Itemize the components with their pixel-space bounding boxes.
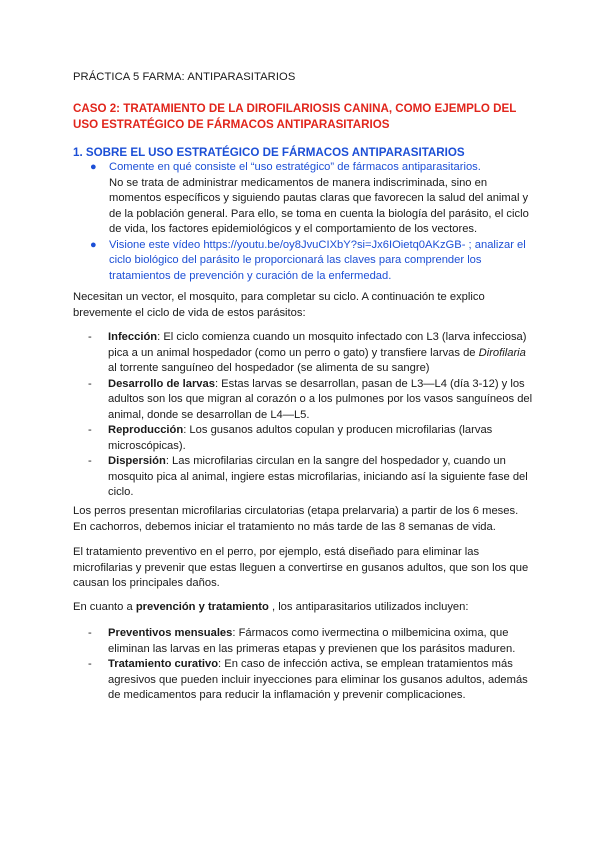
list-item-text: [108, 377, 536, 424]
text-curativo: : En caso de infección activa, se emplean tratamientos más agresivos que pueden incluir inyecciones para eliminar los gusanos adultos, además de medicamentos para reducir la inflamación y prevenir complicaciones.: [108, 658, 528, 701]
text-pre: En cuanto a: [73, 601, 136, 613]
term-infeccion: Infección: [108, 331, 158, 343]
paragraph-prevencion: [73, 600, 533, 616]
text-reproduccion: : Los gusanos adultos copulan y producen microfilarias (larvas microscópicas).: [108, 424, 493, 452]
question-prompt-1: Comente en qué consiste el “uso estratégico” de fármacos antiparasitarios.: [109, 161, 481, 173]
list-item-text: [108, 657, 536, 704]
question-item-1: [90, 160, 535, 238]
list-item-infeccion: [88, 330, 536, 377]
list-item-preventivos: [88, 626, 536, 657]
term-prevencion: prevención y tratamiento: [135, 601, 269, 613]
lifecycle-list: [88, 330, 536, 501]
term-desarrollo: Desarrollo de larvas: [108, 377, 215, 390]
question-prompt-2: Visione este vídeo https://youtu.be/oy8JvuCIXbY?si=Jx6IOietq0AKzGB- ; analizar el ciclo biológico del parásito le proporcionará las claves para comprender los tratamientos de prevención y curación de la enfermedad.: [109, 238, 526, 282]
bullet-icon: ●: [90, 238, 97, 251]
text-preventivos: : Fármacos como ivermectina o milbemicina oxima, que eliminan las larvas en las primeras etapas y previenen que los parásitos maduren.: [108, 627, 516, 655]
term-reproduccion: Reproducción: [108, 424, 184, 436]
question-item-2: [90, 238, 535, 285]
list-item-dispersion: [88, 454, 536, 501]
dash-bullet: -: [88, 658, 92, 670]
question-answer-1: No se trata de administrar medicamentos de manera indiscriminada, sino en momentos específicos y siguiendo pautas claras que favorecen la salud del animal y de la población general. Para ello, se toma en cuenta la biología del parásito, el ciclo de vida, los factores epidemiológicos y el comportamiento de los vectores.: [109, 176, 529, 235]
section-title: 1. SOBRE EL USO ESTRATÉGICO DE FÁRMACOS ANTIPARASITARIOS: [73, 146, 465, 159]
intro-paragraph: Necesitan un vector, el mosquito, para completar su ciclo. A continuación te explico brevemente el ciclo de vida de estos parásitos:: [73, 291, 485, 319]
dash-bullet: -: [88, 424, 92, 436]
list-item-curativo: [88, 657, 536, 704]
text-desarrollo: : Estas larvas se desarrollan, pasan de L3—L4 (día 3-12) y los adultos son los que migran al corazón o a los pulmones por los vasos sanguíneos del animal, donde se desarrollan de L4—L5.: [108, 377, 533, 421]
term-preventivos: Preventivos mensuales: [108, 627, 233, 639]
text-infeccion-a: : El ciclo comienza cuando un mosquito infectado con L3 (larva infecciosa) pica a un animal hospedador (como un perro o gato) y transfiere larvas de: [108, 331, 527, 359]
dash-bullet: -: [88, 377, 92, 390]
list-item-reproduccion: [88, 423, 536, 454]
text-infeccion-b: al torrente sanguíneo del hospedador (se alimenta de su sangre): [108, 362, 430, 374]
paragraph-preventivo: El tratamiento preventivo en el perro, por ejemplo, está diseñado para eliminar las microfilarias y prevenir que estas lleguen a convertirse en gusanos adultos, que son los que causan los principales daños.: [73, 546, 529, 589]
list-item-text: [108, 423, 536, 454]
term-dirofilaria: Dirofilaria: [478, 346, 526, 359]
case-title: CASO 2: TRATAMIENTO DE LA DIROFILARIOSIS CANINA, COMO EJEMPLO DEL USO ESTRATÉGICO DE FÁRMACOS ANTIPARASITARIOS: [73, 102, 517, 131]
list-item-text: [108, 454, 536, 501]
text-dispersion: : Las microfilarias circulan en la sangre del hospedador y, cuando un mosquito pica al animal, ingiere estas microfilarias, iniciando así la siguiente fase del ciclo.: [108, 455, 528, 498]
list-item-desarrollo: [88, 377, 536, 424]
text-post: , los antiparasitarios utilizados incluyen:: [268, 601, 469, 613]
document-title: PRÁCTICA 5 FARMA: ANTIPARASITARIOS: [73, 71, 296, 83]
section-question-list: [90, 160, 535, 284]
treatment-list: [88, 626, 536, 704]
dash-bullet: -: [88, 455, 92, 467]
bullet-icon: ●: [90, 161, 97, 173]
dash-bullet: -: [88, 627, 92, 639]
list-item-text: [108, 626, 536, 657]
term-dispersion: Dispersión: [108, 455, 166, 467]
term-curativo: Tratamiento curativo: [108, 658, 219, 670]
dash-bullet: -: [88, 331, 92, 343]
list-item-text: [108, 330, 536, 377]
paragraph-microfilarias: Los perros presentan microfilarias circulatorias (etapa prelarvaria) a partir de los 6 meses. En cachorros, debemos iniciar el tratamiento no más tarde de las 8 semanas de vida.: [73, 505, 519, 533]
